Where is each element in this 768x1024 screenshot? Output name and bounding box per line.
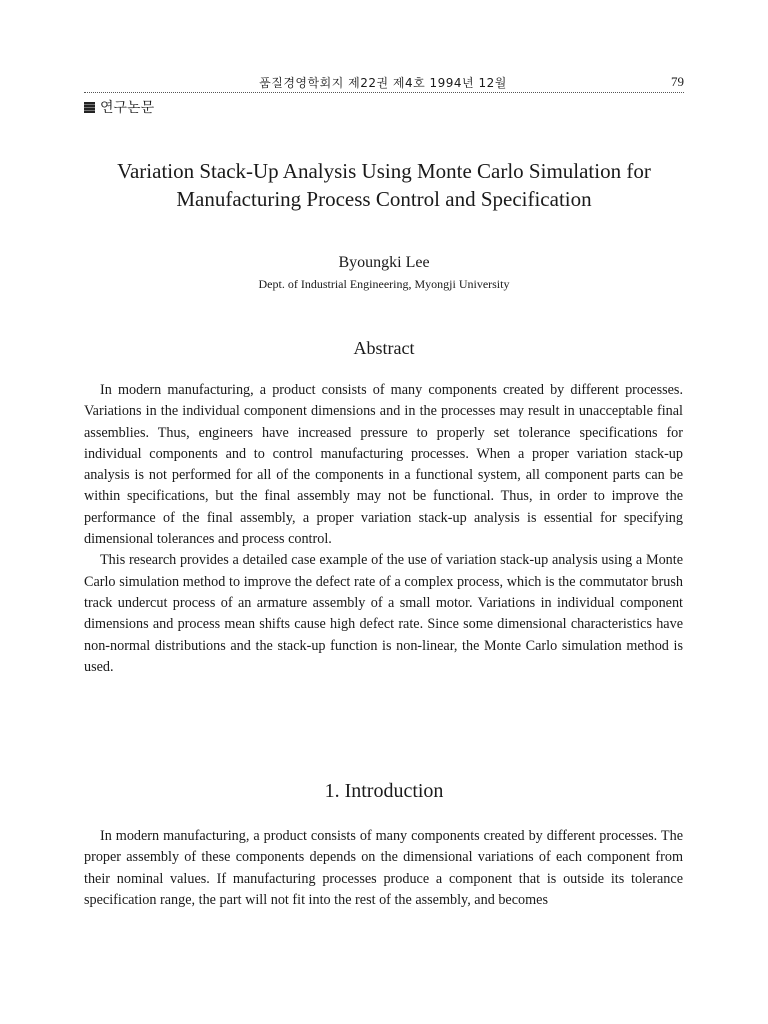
running-header: 품질경영학회지 제22권 제4호 1994년 12월 xyxy=(259,76,507,90)
author-affiliation: Dept. of Industrial Engineering, Myongji University xyxy=(258,277,510,291)
section-tag xyxy=(84,97,154,117)
introduction-body xyxy=(84,826,683,911)
introduction-paragraph: In modern manufacturing, a product consists of many components created by different processes. The proper assembly of these components depends on the dimensional variations of each component from their nominal values. If manufacturing processes produce a component that is outside its tolerance specification range, the part will not fit into the rest of the assembly, and becomes xyxy=(84,828,683,908)
section-marker-icon xyxy=(84,102,95,113)
paper-author: Byoungki Lee xyxy=(338,254,430,271)
abstract-heading: Abstract xyxy=(353,338,415,358)
introduction-heading: 1. Introduction xyxy=(324,780,444,802)
abstract-paragraph: This research provides a detailed case example of the use of variation stack-up analysis using a Monte Carlo simulation method to improve the defect rate of a complex process, which is the commutator brush track undercut process of an armature assembly of a small motor. Variations in individual component dimensions and process mean shifts cause high defect rate. Since some dimensional characteristics have non-normal distributions and the stack-up function is non-linear, the Monte Carlo simulation method is used. xyxy=(84,552,683,675)
paper-title: Variation Stack-Up Analysis Using Monte Carlo Simulation for Manufacturing Process Control and Specification xyxy=(117,159,651,211)
header-divider xyxy=(84,92,684,93)
abstract-paragraph: In modern manufacturing, a product consists of many components created by different processes. Variations in the individual component dimensions and in the processes may result in unacceptable final assemblies. Thus, engineers have increased pressure to properly set tolerance specifications for individual components and to control manufacturing processes. When a proper variation stack-up analysis is not performed for all of the components in a functional system, all component parts can be within specifications, but the final assembly may not be functional. Thus, in order to improve the performance of the final assembly, a proper variation stack-up analysis is essential for specifying dimensional tolerances and process control. xyxy=(84,382,683,548)
abstract-body xyxy=(84,380,683,678)
section-label: 연구논문 xyxy=(100,100,155,116)
page-number: 79 xyxy=(671,74,684,89)
